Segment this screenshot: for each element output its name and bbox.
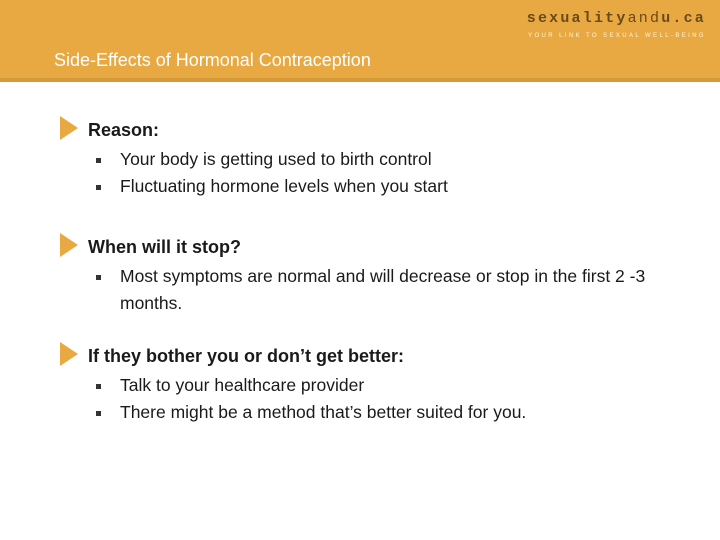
bullet-text: There might be a method that’s better suited for you. <box>120 402 527 422</box>
list-item <box>60 372 700 399</box>
section-reason <box>60 116 700 200</box>
bullet-square-icon <box>96 275 101 280</box>
bullet-list <box>60 372 700 426</box>
header-divider <box>0 78 720 82</box>
bullet-list <box>60 146 700 200</box>
section-heading: If they bother you or don’t get better: <box>88 346 404 366</box>
bullet-square-icon <box>96 158 101 163</box>
bullet-square-icon <box>96 384 101 389</box>
list-item <box>60 399 700 426</box>
bullet-list <box>60 263 700 317</box>
section-header <box>60 233 700 259</box>
section-heading: When will it stop? <box>88 237 241 257</box>
bullet-text: Most symptoms are normal and will decrease or stop in the first 2 -3 months. <box>120 266 646 313</box>
bullet-text: Fluctuating hormone levels when you start <box>120 176 448 196</box>
arrow-icon <box>60 116 78 140</box>
header-bar <box>0 0 720 78</box>
bullet-square-icon <box>96 185 101 190</box>
bullet-text: Talk to your healthcare provider <box>120 375 365 395</box>
arrow-icon <box>60 342 78 366</box>
bullet-square-icon <box>96 411 101 416</box>
list-item <box>60 263 700 317</box>
list-item <box>60 173 700 200</box>
section-when-stop <box>60 233 700 317</box>
section-if-bother <box>60 342 700 426</box>
brand-name-part-3: u.ca <box>661 10 706 27</box>
brand-tagline: YOUR LINK TO SEXUAL WELL-BEING <box>528 33 706 39</box>
section-header <box>60 342 700 368</box>
bullet-text: Your body is getting used to birth control <box>120 149 432 169</box>
section-header <box>60 116 700 142</box>
section-heading: Reason: <box>88 120 160 140</box>
brand-name-part-1: sexuality <box>526 10 628 27</box>
brand-logo <box>527 10 706 39</box>
brand-name <box>527 10 706 27</box>
brand-name-part-2: and <box>627 10 662 27</box>
list-item <box>60 146 700 173</box>
arrow-icon <box>60 233 78 257</box>
slide-title: Side-Effects of Hormonal Contraception <box>54 50 371 70</box>
